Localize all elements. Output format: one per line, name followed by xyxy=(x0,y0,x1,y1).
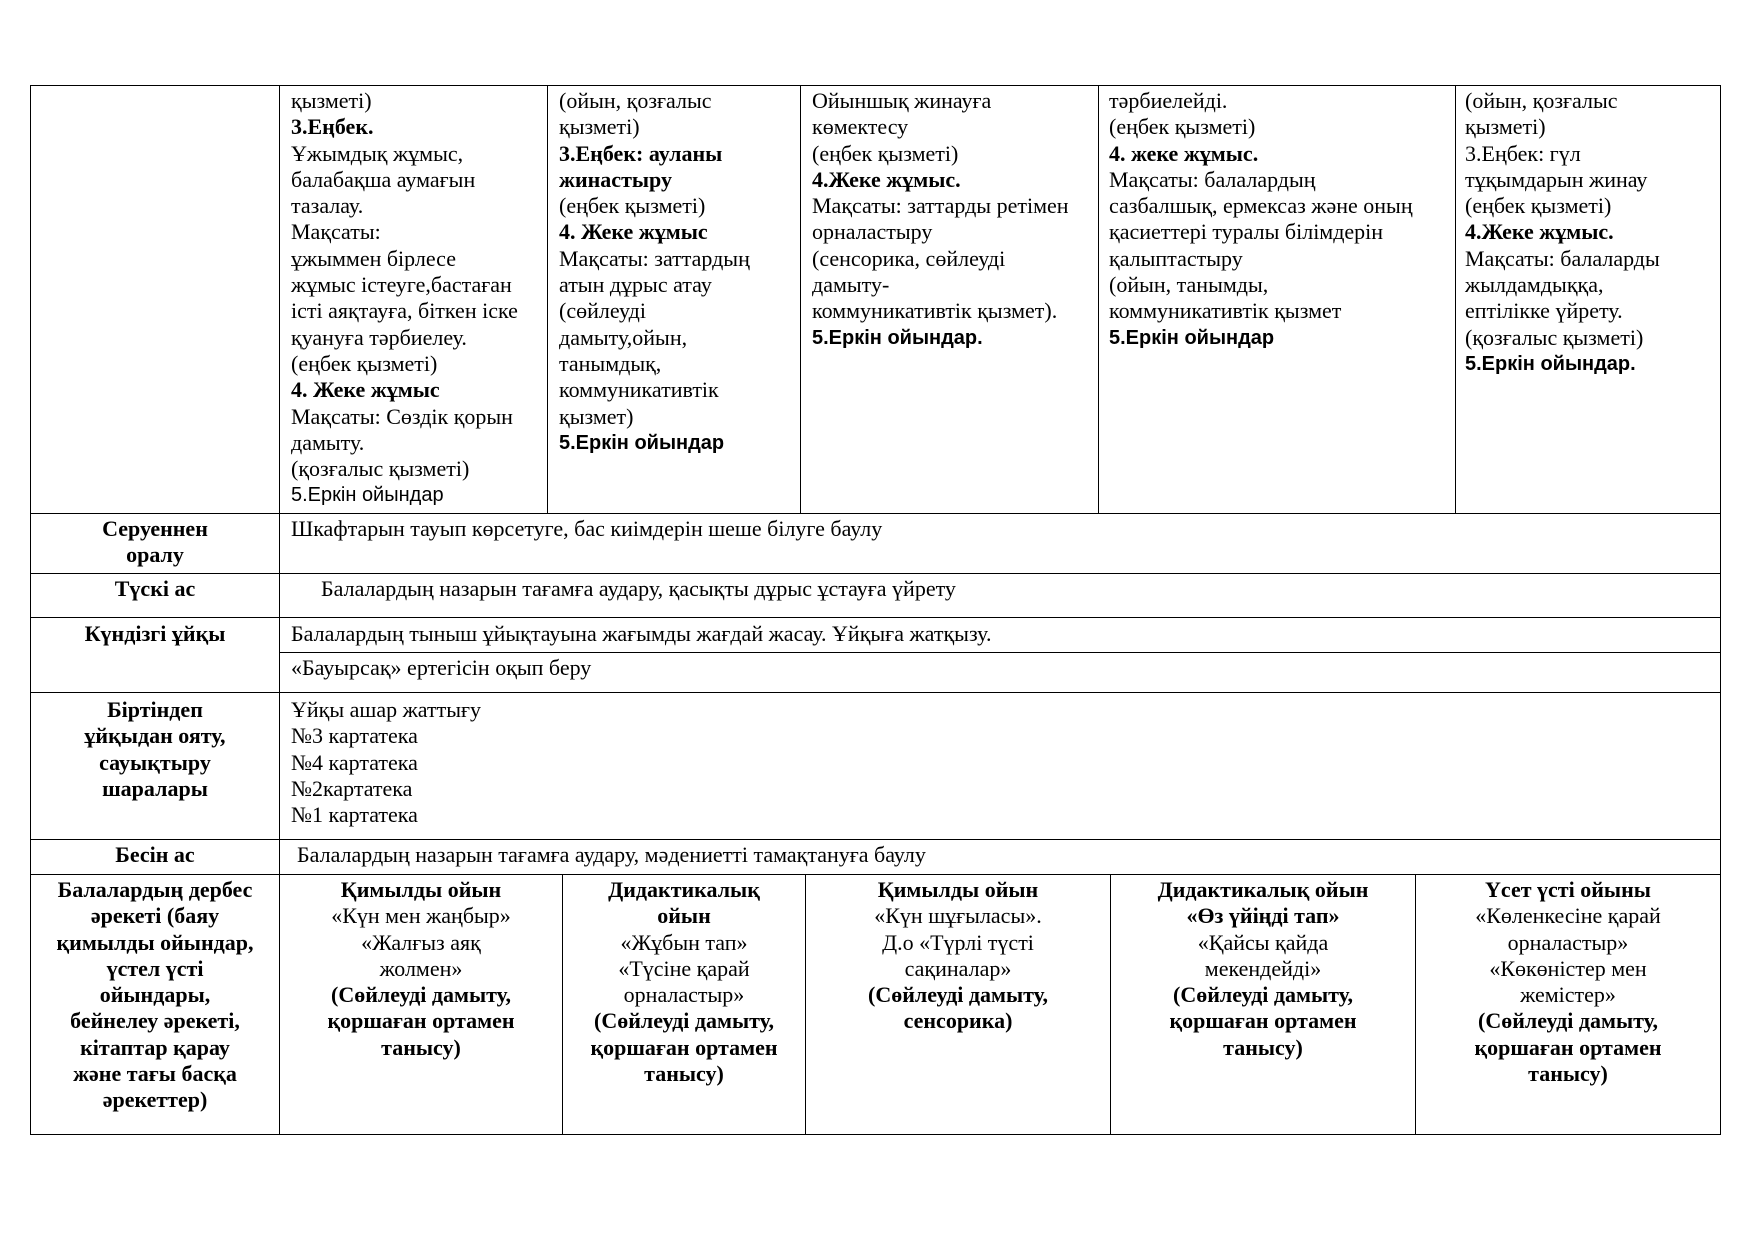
text-line: танысу) xyxy=(644,1061,724,1087)
text-line: жылдамдыққа, xyxy=(1465,272,1604,298)
text-line: шаралары xyxy=(102,775,208,801)
text-line: қоршаған ортамен xyxy=(590,1034,778,1060)
text-line: жұмыс істеуге,бастаған xyxy=(291,272,512,298)
nap-text-1: Балалардың тыныш ұйықтауына жағымды жағдай жасау. Ұйқыға жатқызу. xyxy=(291,621,992,646)
text-line: «Күн шұғыласы». xyxy=(874,903,1042,929)
text-line: (Сөйлеуді дамыту, xyxy=(331,982,511,1008)
row-label-lunch xyxy=(30,576,280,602)
text-line: Біртіндеп xyxy=(107,697,203,722)
text-line: жемістер» xyxy=(1520,982,1616,1008)
text-line: Мақсаты: заттардың xyxy=(559,245,750,271)
text-line: қоршаған ортамен xyxy=(1169,1008,1357,1034)
text-line: тұқымдарын жинау xyxy=(1465,166,1648,192)
text-line: коммуникативтік қызмет xyxy=(1109,298,1342,324)
text-line: қимылды ойындар, xyxy=(56,929,254,955)
text-line: қоршаған ортамен xyxy=(1474,1034,1662,1060)
text-line: ұжыммен бірлесе xyxy=(291,245,456,271)
text-line: қызметі) xyxy=(1465,114,1546,140)
row-label-nap xyxy=(30,621,280,647)
text-line: (еңбек қызметі) xyxy=(1465,193,1612,219)
text-line: (еңбек қызметі) xyxy=(812,140,959,166)
text-line: коммуникативтік xyxy=(559,377,719,403)
text-line: «Жалғыз аяқ xyxy=(361,929,481,955)
text-line: Түскі ас xyxy=(114,576,196,601)
text-line: (қозғалыс қызметі) xyxy=(1465,324,1644,350)
text-line: (Сөйлеуді дамыту, xyxy=(1478,1008,1658,1034)
text-line: «Жұбын тап» xyxy=(620,929,748,955)
text-line: 3.Еңбек: гүл xyxy=(1465,140,1581,166)
text-line: қызметі) xyxy=(559,114,640,140)
text-line: (еңбек қызметі) xyxy=(291,350,438,376)
text-line: қуануға тәрбиелеу. xyxy=(291,324,467,350)
text-line: танысу) xyxy=(1528,1061,1608,1087)
text-line: Мақсаты: балаларды xyxy=(1465,245,1660,271)
text-line: 4.Жеке жұмыс. xyxy=(812,166,961,192)
text-line: әрекеті (баяу xyxy=(90,903,220,929)
row-label-free-activity xyxy=(30,877,280,1114)
text-line: Мақсаты: xyxy=(291,219,381,245)
text-line: ойындары, xyxy=(99,982,211,1008)
text-line: Балалардың дербес xyxy=(57,877,253,902)
text-line: Күндізгі ұйқы xyxy=(84,621,226,646)
text-line: «Күн мен жаңбыр» xyxy=(331,903,511,929)
activity-column-4 xyxy=(1109,88,1413,351)
text-line: танысу) xyxy=(1223,1034,1303,1060)
text-line: (Сөйлеуді дамыту, xyxy=(594,1008,774,1034)
activity-column-2 xyxy=(559,88,750,456)
text-line: үстел үсті xyxy=(106,955,204,981)
text-line: 5.Еркін ойындар xyxy=(559,431,725,454)
text-line: атын дұрыс атау xyxy=(559,272,712,298)
free-activity-column-4 xyxy=(1110,877,1416,1061)
text-line: Ойыншық жинауға xyxy=(812,88,992,113)
text-line: Ұжымдық жұмыс, xyxy=(291,140,464,166)
text-line: «Қайсы қайда xyxy=(1197,929,1329,955)
text-line: орналастыр» xyxy=(1507,929,1629,955)
text-line: көмектесу xyxy=(812,114,909,140)
text-line: коммуникативтік қызмет). xyxy=(812,298,1058,324)
text-line: қасиеттері туралы білімдерін xyxy=(1109,219,1384,245)
text-line: жолмен» xyxy=(379,955,463,981)
text-line: 3.Еңбек: ауланы xyxy=(559,140,723,166)
text-line: және тағы басқа xyxy=(73,1061,237,1087)
text-line: сазбалшық, ермексаз және оның xyxy=(1109,193,1413,219)
text-line: тәрбиелейді. xyxy=(1109,88,1228,113)
text-line: қызметі) xyxy=(291,88,372,113)
text-line: «Көкөністер мен xyxy=(1489,955,1647,981)
text-line: дамыту. xyxy=(291,429,365,455)
text-line: Дидактикалық xyxy=(608,877,760,902)
text-line: Мақсаты: заттарды ретімен xyxy=(812,193,1069,219)
text-line: (сөйлеуді xyxy=(559,298,646,324)
text-line: 4. Жеке жұмыс xyxy=(559,219,708,245)
text-line: (еңбек қызметі) xyxy=(1109,114,1256,140)
text-line: (ойын, қозғалыс xyxy=(1465,88,1618,113)
text-line: (қозғалыс қызметі) xyxy=(291,456,470,482)
activity-column-5 xyxy=(1465,88,1660,377)
activity-column-1 xyxy=(291,88,518,509)
text-line: тазалау. xyxy=(291,193,364,219)
text-line: сенсорика) xyxy=(903,1008,1013,1034)
free-activity-column-3 xyxy=(805,877,1111,1035)
text-line: балабақша аумағын xyxy=(291,166,476,192)
text-line: (еңбек қызметі) xyxy=(559,193,706,219)
text-line: (сенсорика, сөйлеуді xyxy=(812,245,1006,271)
free-activity-column-5 xyxy=(1415,877,1721,1087)
text-line: 3.Еңбек. xyxy=(291,114,374,140)
text-line: қоршаған ортамен xyxy=(327,1008,515,1034)
text-line: дамыту,ойын, xyxy=(559,324,688,350)
nap-text-2: «Бауырсақ» ертегісін оқып беру xyxy=(291,655,592,680)
text-line: «Өз үйіңді тап» xyxy=(1186,903,1340,929)
text-line: орналастыр» xyxy=(623,982,745,1008)
text-line: танысу) xyxy=(381,1034,461,1060)
text-line: оралу xyxy=(126,542,184,568)
text-line: (Сөйлеуді дамыту, xyxy=(1173,982,1353,1008)
wakeup-list xyxy=(291,697,481,828)
text-line: мекендейді» xyxy=(1204,955,1322,981)
text-line: Қимылды ойын xyxy=(340,877,502,902)
text-line: ұйқыдан ояту, xyxy=(84,723,226,749)
text-line: Мақсаты: Сөздік қорын xyxy=(291,403,513,429)
text-line: ойын xyxy=(657,903,711,929)
text-line: 5.Еркін ойындар. xyxy=(812,326,983,349)
text-line: дамыту- xyxy=(812,272,890,298)
text-line: 4. Жеке жұмыс xyxy=(291,377,440,403)
text-line: істі аяқтауға, біткен іске xyxy=(291,298,518,324)
text-line: қызмет) xyxy=(559,403,634,429)
text-line: №4 картатека xyxy=(291,749,418,775)
row-label-return-walk xyxy=(30,516,280,569)
text-line: №1 картатека xyxy=(291,802,418,828)
text-line: (ойын, танымды, xyxy=(1109,272,1269,298)
text-line: 5.Еркін ойындар xyxy=(1109,326,1275,349)
text-line: Бесін ас xyxy=(115,842,195,867)
row-label-wakeup xyxy=(30,697,280,802)
text-line: орналастыру xyxy=(812,219,933,245)
text-line: «Көленкесіне қарай xyxy=(1475,903,1661,929)
text-line: Ұйқы ашар жаттығу xyxy=(291,697,482,722)
return-walk-text: Шкафтарын тауып көрсетуге, бас киімдерін шеше білуге баулу xyxy=(291,516,883,541)
text-line: №3 картатека xyxy=(291,723,418,749)
text-line: қалыптастыру xyxy=(1109,245,1243,271)
text-line: Үсет үсті ойыны xyxy=(1485,877,1651,902)
text-line: 4. жеке жұмыс. xyxy=(1109,140,1259,166)
text-line: жинастыру xyxy=(559,166,672,192)
text-line: сауықтыру xyxy=(99,749,211,775)
text-line: танымдық, xyxy=(559,350,662,376)
text-line: Мақсаты: балалардың xyxy=(1109,166,1316,192)
text-line: әрекеттер) xyxy=(102,1087,208,1113)
text-line: (ойын, қозғалыс xyxy=(559,88,712,113)
text-line: кітаптар қарау xyxy=(80,1034,230,1060)
text-line: бейнелеу әрекеті, xyxy=(70,1008,240,1034)
text-line: 4.Жеке жұмыс. xyxy=(1465,219,1614,245)
text-line: (Сөйлеуді дамыту, xyxy=(868,982,1048,1008)
text-line: «Түсіне қарай xyxy=(618,955,750,981)
row-label-snack xyxy=(30,842,280,868)
text-line: 5.Еркін ойындар xyxy=(291,484,444,507)
snack-text: Балалардың назарын тағамға аудару, мәдениетті тамақтануға баулу xyxy=(297,842,926,867)
text-line: Серуеннен xyxy=(102,516,208,541)
text-line: ептілікке үйрету. xyxy=(1465,298,1623,324)
free-activity-column-1 xyxy=(279,877,563,1061)
text-line: Дидактикалық ойын xyxy=(1157,877,1369,902)
lunch-text: Балалардың назарын тағамға аудару, қасықты дұрыс ұстауға үйрету xyxy=(321,576,956,601)
text-line: Д.о «Түрлі түсті xyxy=(882,929,1034,955)
text-line: сақиналар» xyxy=(904,955,1012,981)
activity-column-3 xyxy=(812,88,1069,351)
text-line: 5.Еркін ойындар. xyxy=(1465,352,1636,375)
text-line: №2картатека xyxy=(291,775,413,801)
free-activity-column-2 xyxy=(562,877,806,1087)
text-line: Қимылды ойын xyxy=(877,877,1039,902)
